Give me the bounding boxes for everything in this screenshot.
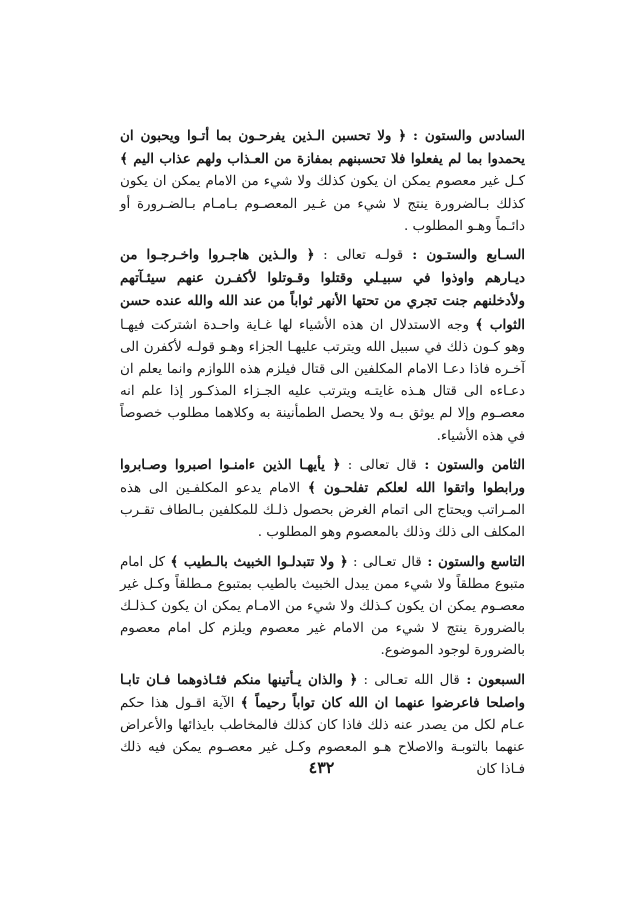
paragraph-68 [120, 454, 525, 545]
paragraph-body: الآية اقـول هذا حكم عـام لكل من يصدر عنه ذلك فاذا كان كذلك فالمخاطب بايذائها والأعراض عنهما بالتوبـة والاصلاح هـو المعصوم وكـل غير معصـوم يمكن فيه ذلك فـاذا كان [120, 695, 525, 778]
paragraph-heading: التاسع والستون : [421, 553, 525, 570]
body-text [120, 125, 525, 788]
paragraph-66 [120, 125, 525, 238]
paragraph-text [120, 125, 525, 238]
paragraph-text [120, 454, 525, 545]
paragraph-heading: السـابع والستـون : [403, 247, 525, 264]
quran-quote: ﴿ ولا تتبدلـوا الخبيث بالـطيب ﴾ [170, 553, 348, 570]
paragraph-text [120, 551, 525, 663]
paragraph-67 [120, 244, 525, 448]
paragraph-body: الامام يدعو المكلفـين الى هذه المـراتب ويحتاج الى اتمام الغرض بحصول ذلـك للمكلفين بـالطاف تقـرب المكلف الى ذلك وذلك بالمعصوم وهو المطلوب . [120, 481, 525, 541]
paragraph-body: كـل غير معصوم يمكن ان يكون كذلك ولا شيء من الامام يمكن ان يكون كذلك بـالضرورة ينتج لا شيء من غـير المعصـوم بـامـام بـالضـرورة أو دائـماً وهـو المطلوب . [120, 174, 525, 234]
paragraph-body: وجه الاستدلال ان هذه الأشياء لها غـاية واحـدة اشتركت فيهـا وهو كـون ذلك في سبيل الله ويترتب عليهـا الجزاء وهـو قولـه لأكفرن الى آخـره فاذا دعـا الامام المكلفين الى قتال فيلزم هذه اللوازم وانما يعلم ان دعـاءه الى قتال هـذه غايتـه ويترتب عليه الجـزاء المذكـور إذا علم انه معصـوم وإلا لم يوثق بـه ولا يحصل الطمأنينة به وكلاهما مطلوب خصوصاً في هذه الأشياء. [120, 317, 525, 444]
quran-quote: ﴿ والذان يـأتينها منكم فئـاذوهما فـان تابـا واصلحا فاعرضوا عنهما ان الله كان تواباً رحيماً ﴾ [120, 671, 525, 711]
page-number: ٤٣٢ [308, 758, 335, 777]
paragraph-heading: الثامن والستون : [416, 456, 525, 473]
paragraph-text [120, 244, 525, 448]
quote-intro: قال الله تعـالى : [357, 672, 460, 688]
quote-intro: قولـه تعالى : [314, 248, 404, 264]
quran-quote: ﴿ ولا تحسبن الـذين يفرحـون بما أتـوا ويحبون ان يحمدوا بما لم يفعلوا فلا تحسبنهم بمفازة من العـذاب ولهم عذاب اليم ﴾ [120, 128, 525, 168]
quote-intro: قال تعالى : [340, 457, 417, 473]
quran-quote: ﴿ والـذين هاجـروا واخـرجـوا من ديـارهم واوذوا في سبيـلي وقتلوا وقـوتلوا لأكفـرن عنهم سيئـآتهم ولأدخلنهم جنت تجري من تحتها الأنهر ثواباً من عند الله والله عنده حسن الثواب ﴾ [120, 247, 526, 333]
paragraph-69 [120, 551, 525, 663]
paragraph-heading: السادس والستون : [406, 128, 525, 144]
quran-quote: ﴿ يأيهـا الذين ءامنـوا اصبروا وصـابروا ورابطوا واتقوا الله لعلكم تفلحـون ﴾ [120, 456, 525, 497]
quote-intro: قال تعـالى : [347, 554, 422, 570]
paragraph-heading: السبعون : [459, 671, 525, 688]
paragraph-body: كل امام متبوع مطلقاً ولا شيء ممن يبدل الخبيث بالطيب بمتبوع مـطلقاً وكـل غير معصـوم يمكن ان يكون كـذلك ولا شيء من الامـام يمكن ان يكون كـذلـك بالضرورة ينتج لا شيء من الامام غير معصوم ويلزم كل امام معصوم بالضرورة لوجود الموضوع. [120, 554, 525, 659]
